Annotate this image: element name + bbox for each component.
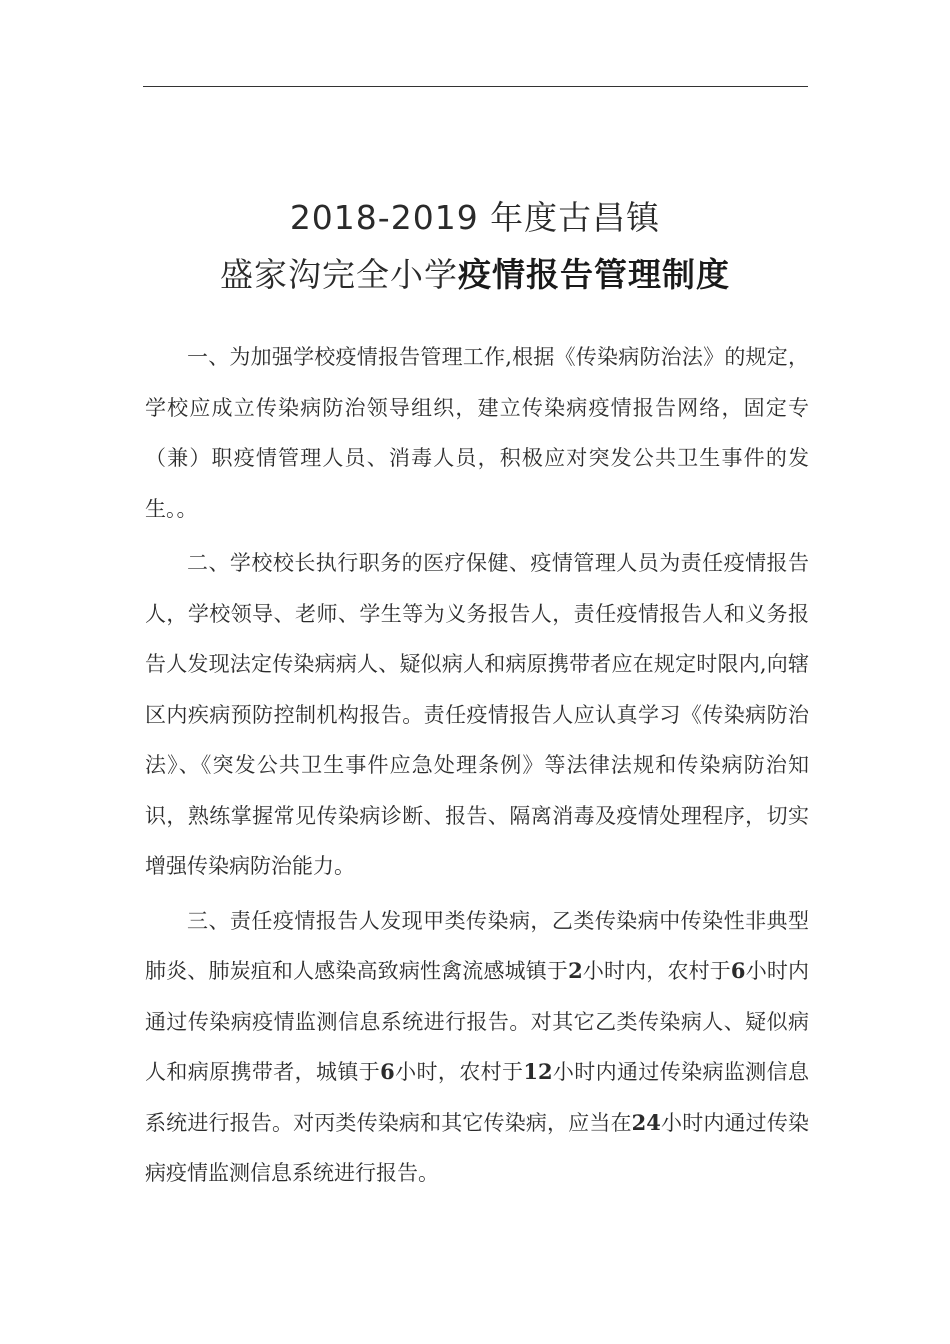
header-rule — [143, 86, 808, 87]
paragraph-3-text: 小时内通过传染病监测信息系统进行报告。对丙类传染病和其它传染病，应当在 — [145, 1060, 810, 1135]
paragraph-3-text: 小时内，农村于 — [582, 959, 731, 983]
paragraph-3-text: 小时内通过传染病疫情监测信息系统进行报告。对其它乙类传染病人、疑似病人和病原携带者，城镇于 — [145, 959, 810, 1084]
time-limit-number: 6 — [730, 958, 746, 983]
paragraph-3 — [145, 896, 809, 1199]
document-body — [145, 332, 809, 1203]
time-limit-number: 24 — [631, 1109, 661, 1135]
document-title-line1: 2018-2019 年度古昌镇 — [289, 198, 661, 237]
title-policy-name: 疫情报告管理制度 — [458, 255, 730, 294]
time-limit-number: 6 — [380, 1059, 395, 1084]
title-school-name: 盛家沟完全小学 — [220, 255, 458, 294]
document-title-line2 — [0, 249, 950, 296]
time-limit-number: 12 — [523, 1059, 553, 1084]
time-limit-number: 2 — [568, 958, 583, 983]
paragraph-3-text: 三、责任疫情报告人发现甲类传染病，乙类传染病中传染性非典型肺炎、肺炭疽和人感染高致病性禽流感城镇于 — [145, 908, 809, 983]
paragraph-3-text: 小时，农村于 — [394, 1060, 524, 1084]
paragraph-3-text: 小时内通过传染病疫情监测信息系统进行报告。 — [145, 1110, 810, 1185]
paragraph-2: 二、学校校长执行职务的医疗保健、疫情管理人员为责任疫情报告人，学校领导、老师、学生等为义务报告人，责任疫情报告人和义务报告人发现法定传染病病人、疑似病人和病原携带者应在规定时限内,向辖区内疾病预防控制机构报告。责任疫情报告人应认真学习《传染病防治法》、《突发公共卫生事件应急处理条例》等法律法规和传染病防治知识，熟练掌握常见传染病诊断、报告、隔离消毒及疫情处理程序，切实增强传染病防治能力。 — [145, 551, 809, 878]
paragraph-1: 一、为加强学校疫情报告管理工作,根据《传染病防治法》的规定，学校应成立传染病防治领导组织，建立传染病疫情报告网络，固定专（兼）职疫情管理人员、消毒人员，积极应对突发公共卫生事件的发生。。 — [145, 345, 809, 521]
